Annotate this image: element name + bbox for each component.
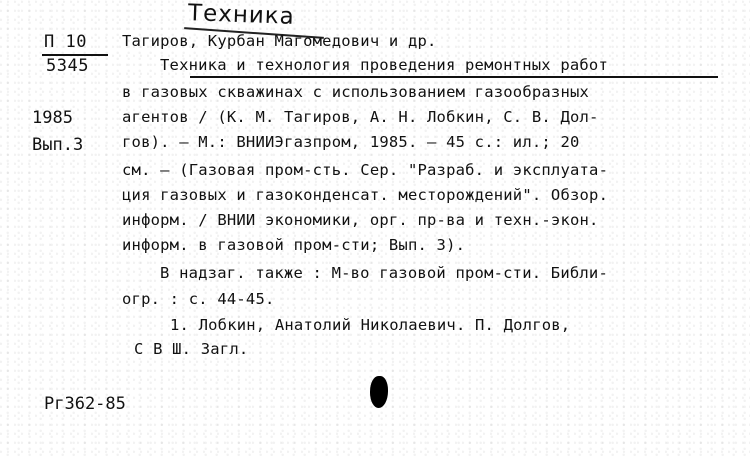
- publication-year: 1985: [32, 108, 73, 128]
- description-line: информ. / ВНИИ экономики, орг. пр-ва и техн.-экон.: [122, 211, 599, 229]
- description-line: в газовых скважинах с использованием газообразных: [122, 83, 590, 101]
- tracings-line: С В Ш. Загл.: [134, 340, 249, 358]
- title-underline: [190, 76, 718, 78]
- description-line: ция газовых и газоконденсат. месторождений". Обзор.: [122, 186, 609, 204]
- description-line: агентов / (К. М. Тагиров, А. Н. Лобкин, С. В. Дол-: [122, 108, 599, 126]
- registration-code: Рг362-85: [44, 394, 126, 414]
- tracings-line: 1. Лобкин, Анатолий Николаевич. П. Долгов,: [170, 316, 571, 334]
- note-line: В надзаг. также : М-во газовой пром-сти. Библи-: [160, 264, 608, 282]
- call-number-top: П 10: [44, 32, 87, 52]
- note-line: огр. : с. 44-45.: [122, 290, 275, 308]
- author-heading: Тагиров, Курбан Магомедович и др.: [122, 32, 437, 50]
- issue-number: Вып.3: [32, 135, 84, 155]
- description-line: информ. в газовой пром-сти; Вып. 3).: [122, 236, 466, 254]
- description-line: см. – (Газовая пром-сть. Сер. "Разраб. и эксплуата-: [122, 161, 609, 179]
- ink-blot: [370, 376, 388, 408]
- title-line: Техника и технология проведения ремонтных работ: [160, 56, 608, 74]
- description-line: гов). – М.: ВНИИЭгазпром, 1985. – 45 с.: ил.; 20: [122, 133, 580, 151]
- handwritten-subject-note: Техника: [187, 0, 296, 30]
- call-number-bottom: 5345: [46, 56, 89, 76]
